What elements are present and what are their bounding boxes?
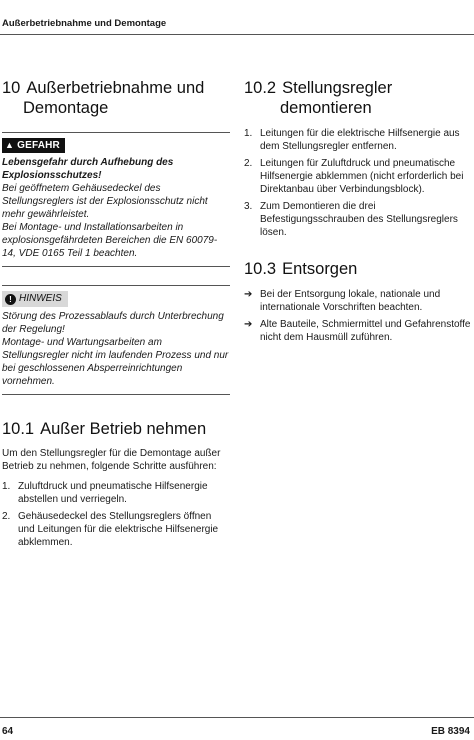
bullet-text: Alte Bauteile, Schmiermittel und Gefahrenstoffe nicht dem Hausmüll zuführen. [260,319,471,343]
section-10-1-number: 10.1 [2,420,35,438]
list-item [244,288,472,314]
step-number: 2. [244,158,253,169]
step-text: Leitungen für die elektrische Hilfsenergie aus dem Stellungsregler entfernen. [260,128,460,152]
bullet-text: Bei der Entsorgung lokale, nationale und internationale Vorschriften beachten. [260,289,441,313]
step-text: Gehäusedeckel des Stellungsreglers öffnen und Leitungen für die elektrische Hilfsenergie abklemmen. [18,511,219,548]
section-10-2-number: 10.2 [244,79,277,97]
danger-badge-label: GEFAHR [17,140,60,151]
header-rule [0,34,474,35]
step-number: 1. [2,481,11,492]
step-text: Zuluftdruck und pneumatische Hilfsenergie abstellen und verriegeln. [18,481,208,505]
section-10-2-title: Stellungsregler demontieren [280,79,393,117]
danger-headline: Lebensgefahr durch Aufhebung des Explosionsschutzes! [2,157,174,181]
notice-box [2,286,230,388]
list-item [2,510,230,549]
danger-line-2: Bei Montage- und Installationsarbeiten in explosionsgefährdeten Bereichen die EN 60079-14, VDE 0165 Teil 1 beachten. [2,222,218,259]
section-10-3-bullets [244,288,472,344]
notice-body: Montage- und Wartungsarbeiten am Stellungsregler nicht im laufenden Prozess und nur bei geschlossenen Absperreinrichtungen vornehmen. [2,337,229,387]
section-10-3-title: Entsorgen [282,260,358,278]
running-header: Außerbetriebnahme und Demontage [2,18,167,29]
arrow-right-icon: ➔ [244,289,253,300]
notice-badge-label: HINWEIS [19,293,62,304]
notice-text [2,310,230,388]
footer-rule [0,717,474,718]
step-text: Leitungen für Zuluftdruck und pneumatische Hilfsenergie abklemmen (nicht erforderlich bei Direktanbau über Verbindungsblock). [260,158,464,195]
chapter-heading [2,78,230,118]
step-number: 2. [2,511,11,522]
warning-triangle-icon: ▲ [5,140,15,150]
danger-box [2,133,230,260]
right-column [244,78,472,348]
list-item [244,157,472,196]
section-10-1-title: Außer Betrieb nehmen [40,420,207,438]
list-item [244,200,472,239]
section-10-3-heading [244,259,472,279]
list-item [244,318,472,344]
danger-badge [2,138,65,153]
step-number: 3. [244,201,253,212]
document-id: EB 8394 [431,726,470,737]
step-number: 1. [244,128,253,139]
list-item [244,127,472,153]
left-column [2,78,230,553]
section-10-2-steps [244,127,472,239]
chapter-title: Außerbetriebnahme und Demontage [23,79,205,117]
section-10-2-heading [244,78,472,118]
section-10-1-steps [2,480,230,549]
step-text: Zum Demontieren die drei Befestigungsschrauben des Stellungsreglers lösen. [260,201,458,238]
chapter-number: 10 [2,79,21,97]
arrow-right-icon: ➔ [244,319,253,330]
notice-badge [2,291,68,307]
section-10-1-intro: Um den Stellungsregler für die Demontage außer Betrieb zu nehmen, folgende Schritte ausführen: [2,448,221,472]
notice-headline: Störung des Prozessablaufs durch Unterbrechung der Regelung! [2,311,224,335]
list-item [2,480,230,506]
exclamation-icon: ! [5,294,16,305]
danger-line-1: Bei geöffnetem Gehäusedeckel des Stellungsreglers ist der Explosionsschutz nicht mehr gewährleistet. [2,183,208,220]
page-number: 64 [2,726,14,737]
section-10-1-heading [2,419,230,439]
danger-text [2,156,230,260]
section-10-3-number: 10.3 [244,260,277,278]
